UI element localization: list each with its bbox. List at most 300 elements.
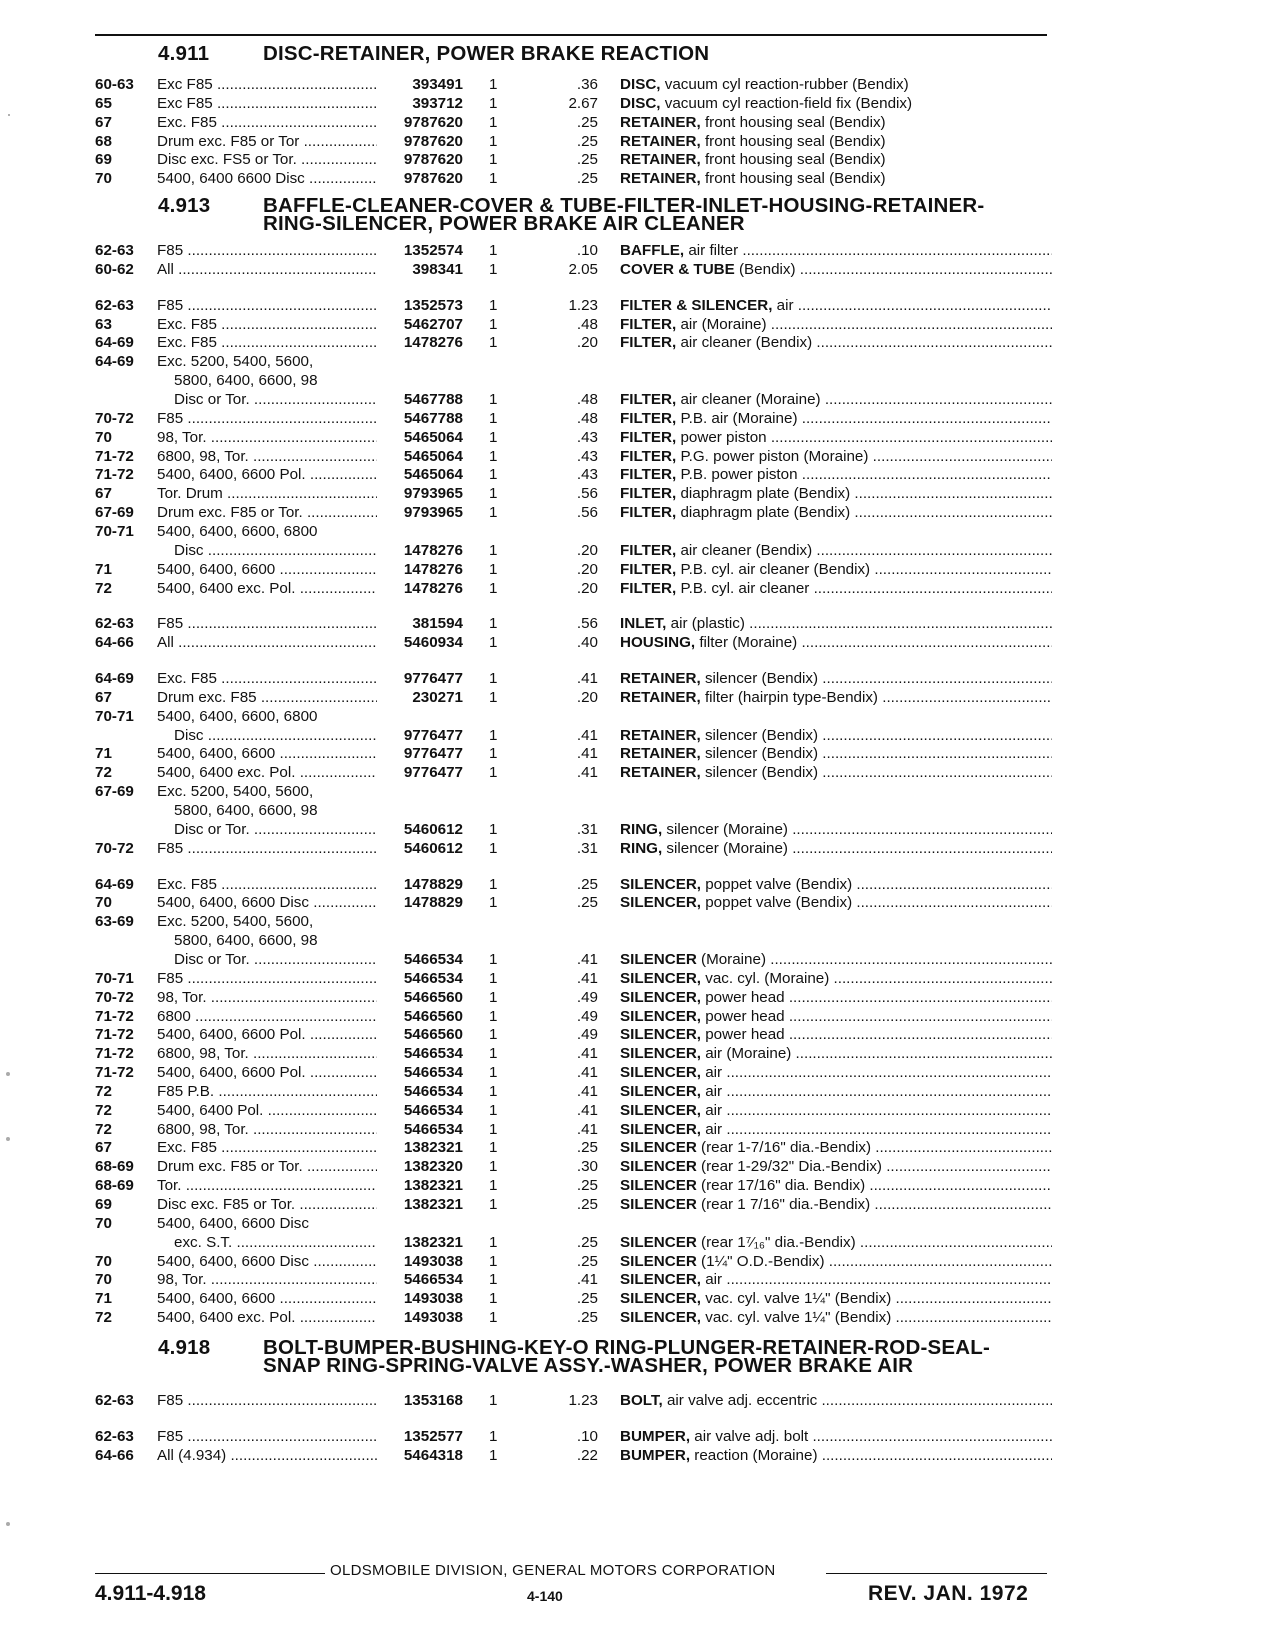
part-detail: silencer (Moraine) xyxy=(662,820,788,838)
part-description xyxy=(620,669,1052,688)
model-year: 62-63 xyxy=(95,1392,134,1409)
footer-section-range: 4.911-4.918 xyxy=(95,1582,206,1605)
part-name: DISC, xyxy=(620,94,661,112)
part-number: 1478829 xyxy=(403,894,463,912)
model-year: 62-63 xyxy=(95,615,134,633)
part-number: 1352573 xyxy=(403,296,463,314)
part-description xyxy=(620,503,1052,522)
part-detail: vacuum cyl reaction-rubber (Bendix) xyxy=(660,76,909,93)
part-detail: filter (Moraine) xyxy=(695,634,798,652)
list-price: .41 xyxy=(576,670,598,687)
part-detail: poppet valve (Bendix) xyxy=(701,894,853,912)
quantity: 1 xyxy=(489,1026,498,1044)
application: Exc. 5200, 5400, 5600, xyxy=(157,353,314,371)
part-description xyxy=(620,726,1052,745)
model-year: 71-72 xyxy=(95,1045,134,1063)
part-number: 9787620 xyxy=(403,151,463,169)
parts-row xyxy=(0,484,1263,503)
part-number: 5462707 xyxy=(403,315,463,333)
part-number: 1478276 xyxy=(403,334,463,352)
model-year: 69 xyxy=(95,151,112,169)
part-name: SILENCER, xyxy=(620,1120,702,1138)
model-year: 70-71 xyxy=(95,969,134,987)
list-price: .41 xyxy=(576,745,598,763)
parts-row xyxy=(0,1138,1263,1157)
quantity: 1 xyxy=(489,894,498,912)
model-year: 71-72 xyxy=(95,447,134,465)
list-price: .43 xyxy=(576,447,598,465)
parts-row xyxy=(0,1176,1263,1195)
part-detail: silencer (Bendix) xyxy=(700,764,819,782)
scan-speck xyxy=(4,1520,14,1530)
parts-row xyxy=(0,726,1263,745)
part-name: RETAINER, xyxy=(620,764,701,782)
part-description xyxy=(620,465,1052,484)
quantity: 1 xyxy=(489,634,498,652)
part-number: 1353168 xyxy=(403,1392,463,1409)
part-name: FILTER, xyxy=(620,504,677,522)
model-year: 60-62 xyxy=(95,260,134,278)
model-year: 67 xyxy=(95,1139,112,1157)
list-price: .43 xyxy=(576,466,598,484)
model-year: 72 xyxy=(95,1082,112,1100)
part-description xyxy=(620,1252,1052,1271)
part-number: 5465064 xyxy=(403,428,463,446)
quantity: 1 xyxy=(489,1252,498,1270)
part-number: 1382321 xyxy=(403,1233,463,1251)
quantity: 1 xyxy=(489,1064,498,1081)
part-number: 5466534 xyxy=(403,1271,463,1289)
part-name: SILENCER xyxy=(620,1158,697,1176)
application: 5400, 6400 exc. Pol. ..... xyxy=(157,1308,377,1327)
part-name: FILTER, xyxy=(620,560,677,578)
quantity: 1 xyxy=(489,334,498,352)
part-description xyxy=(620,1120,1052,1139)
part-name: SILENCER, xyxy=(620,1064,702,1081)
model-year: 70-71 xyxy=(95,707,134,725)
quantity: 1 xyxy=(489,1427,498,1445)
top-rule xyxy=(95,34,1047,36)
list-price: .49 xyxy=(576,1026,598,1044)
part-detail: front housing seal (Bendix) xyxy=(700,151,886,169)
quantity: 1 xyxy=(489,466,498,484)
quantity: 1 xyxy=(489,1392,498,1409)
model-year: 68-69 xyxy=(95,1177,134,1195)
quantity: 1 xyxy=(489,1158,498,1176)
scan-speck xyxy=(4,1070,14,1080)
quantity: 1 xyxy=(489,260,498,278)
application: Disc ..... xyxy=(174,726,377,745)
section-title: RING-SILENCER, POWER BRAKE AIR CLEANER xyxy=(263,212,745,235)
part-number: 9787620 xyxy=(403,170,463,188)
part-name: FILTER, xyxy=(620,334,677,352)
part-description xyxy=(620,1427,1052,1446)
list-price: .22 xyxy=(576,1446,598,1464)
part-description xyxy=(620,75,1052,94)
parts-row xyxy=(0,801,1263,820)
part-name: SILENCER, xyxy=(620,969,702,987)
part-number: 9793965 xyxy=(403,485,463,503)
part-detail: (rear 1 7/16" dia.-Bendix) xyxy=(696,1196,871,1213)
part-number: 5465064 xyxy=(403,447,463,465)
part-detail: diaphragm plate (Bendix) xyxy=(676,504,851,522)
part-description xyxy=(620,1308,1052,1327)
part-detail: air (Moraine) xyxy=(676,315,767,333)
quantity: 1 xyxy=(489,409,498,427)
part-description xyxy=(620,484,1052,503)
part-number: 1478276 xyxy=(403,579,463,597)
part-number: 5467788 xyxy=(403,391,463,408)
model-year: 64-69 xyxy=(95,353,134,371)
quantity: 1 xyxy=(489,76,498,93)
part-number: 1352574 xyxy=(403,242,463,259)
part-description xyxy=(620,1176,1052,1195)
part-name: SILENCER xyxy=(620,1196,697,1213)
part-name: RETAINER, xyxy=(620,670,701,687)
application: Disc ..... xyxy=(174,541,377,560)
parts-row xyxy=(0,614,1263,633)
part-number: 9787620 xyxy=(403,132,463,150)
application: 5800, 6400, 6600, 98 xyxy=(174,932,318,950)
part-detail: air filter xyxy=(684,242,739,259)
model-year: 70 xyxy=(95,894,112,912)
part-detail: air valve adj. bolt xyxy=(690,1427,809,1445)
parts-row xyxy=(0,1044,1263,1063)
section-number: 4.918 xyxy=(158,1336,211,1359)
quantity: 1 xyxy=(489,969,498,987)
part-detail: air xyxy=(701,1120,723,1138)
quantity: 1 xyxy=(489,94,498,112)
part-name: FILTER, xyxy=(620,409,677,427)
list-price: 2.67 xyxy=(568,94,598,112)
quantity: 1 xyxy=(489,988,498,1006)
part-detail: vac. cyl. valve 1¼" (Bendix) xyxy=(701,1290,892,1308)
application: 6800 ..... xyxy=(157,1007,377,1026)
application: All (4.934) ..... xyxy=(157,1446,377,1465)
parts-row xyxy=(0,1063,1263,1082)
application: Disc or Tor. ..... xyxy=(174,950,377,969)
application: 6800, 98, Tor. ..... xyxy=(157,1120,377,1139)
quantity: 1 xyxy=(489,875,498,893)
part-number: 5466534 xyxy=(403,1082,463,1100)
part-name: SILENCER, xyxy=(620,1271,702,1289)
quantity: 1 xyxy=(489,1233,498,1251)
part-detail: air cleaner (Moraine) xyxy=(676,391,821,408)
quantity: 1 xyxy=(489,1271,498,1289)
parts-row xyxy=(0,352,1263,371)
part-description xyxy=(620,988,1052,1007)
application: Exc F85 ..... xyxy=(157,94,377,113)
part-number: 1493038 xyxy=(403,1309,463,1326)
part-number: 393491 xyxy=(412,76,463,93)
quantity: 1 xyxy=(489,113,498,131)
part-detail: air cleaner (Bendix) xyxy=(676,541,813,559)
list-price: .56 xyxy=(576,485,598,503)
part-name: SILENCER, xyxy=(620,1082,702,1100)
parts-row xyxy=(0,465,1263,484)
list-price: .48 xyxy=(576,315,598,333)
part-name: SILENCER, xyxy=(620,1045,702,1063)
part-number: 5466534 xyxy=(403,1101,463,1119)
part-detail: silencer (Bendix) xyxy=(700,726,819,744)
parts-row xyxy=(0,390,1263,409)
part-description xyxy=(620,94,1052,113)
application: 98, Tor. ..... xyxy=(157,428,377,447)
parts-row xyxy=(0,893,1263,912)
scan-speck xyxy=(4,1135,14,1145)
quantity: 1 xyxy=(489,1290,498,1308)
part-name: INLET, xyxy=(620,615,667,633)
part-name: SILENCER, xyxy=(620,1101,702,1119)
model-year: 70-71 xyxy=(95,522,134,540)
list-price: .25 xyxy=(576,170,598,188)
application: Exc F85 ..... xyxy=(157,75,377,94)
model-year: 71-72 xyxy=(95,1064,134,1081)
list-price: .36 xyxy=(576,76,598,93)
list-price: .25 xyxy=(576,1177,598,1195)
quantity: 1 xyxy=(489,391,498,408)
quantity: 1 xyxy=(489,1120,498,1138)
part-name: SILENCER, xyxy=(620,894,702,912)
application: 5400, 6400, 6600 Pol. ..... xyxy=(157,1025,377,1044)
model-year: 72 xyxy=(95,579,112,597)
model-year: 70-72 xyxy=(95,988,134,1006)
part-name: SILENCER xyxy=(620,950,697,968)
part-number: 5465064 xyxy=(403,466,463,484)
parts-row xyxy=(0,1101,1263,1120)
list-price: .41 xyxy=(576,1271,598,1289)
section-number: 4.911 xyxy=(158,42,210,65)
list-price: .10 xyxy=(576,1427,598,1445)
quantity: 1 xyxy=(489,132,498,150)
part-detail: front housing seal (Bendix) xyxy=(700,132,886,150)
part-number: 5466534 xyxy=(403,1064,463,1081)
part-name: SILENCER, xyxy=(620,1309,702,1326)
part-detail: silencer (Bendix) xyxy=(700,745,819,763)
part-detail: P.G. power piston (Moraine) xyxy=(676,447,869,465)
quantity: 1 xyxy=(489,1177,498,1195)
quantity: 1 xyxy=(489,745,498,763)
footer-rule-right xyxy=(826,1573,1047,1574)
quantity: 1 xyxy=(489,541,498,559)
application: 5800, 6400, 6600, 98 xyxy=(174,802,318,819)
quantity: 1 xyxy=(489,1309,498,1326)
quantity: 1 xyxy=(489,726,498,744)
part-name: FILTER, xyxy=(620,579,677,597)
application: F85 ..... xyxy=(157,409,377,428)
part-description xyxy=(620,1233,1052,1252)
parts-row xyxy=(0,633,1263,652)
parts-row xyxy=(0,132,1263,151)
list-price: 2.05 xyxy=(568,260,598,278)
part-detail: P.B. power piston xyxy=(676,466,798,484)
part-number: 1478276 xyxy=(403,541,463,559)
model-year: 71 xyxy=(95,1290,112,1308)
parts-row xyxy=(0,969,1263,988)
part-number: 9776477 xyxy=(403,764,463,782)
parts-row xyxy=(0,1289,1263,1308)
parts-row xyxy=(0,1195,1263,1214)
application: Drum exc. F85 or Tor. ..... xyxy=(157,503,377,522)
part-name: SILENCER xyxy=(620,1139,697,1157)
parts-row xyxy=(0,333,1263,352)
application: 5400, 6400, 6600 Pol. ..... xyxy=(157,465,377,484)
application: 5400, 6400, 6600 ..... xyxy=(157,560,377,579)
list-price: .20 xyxy=(576,688,598,706)
section-title: DISC-RETAINER, POWER BRAKE REACTION xyxy=(263,42,710,65)
part-description xyxy=(620,614,1052,633)
list-price: .25 xyxy=(576,894,598,912)
part-description xyxy=(620,579,1052,598)
part-detail: vac. cyl. valve 1¼" (Bendix) xyxy=(701,1309,892,1326)
list-price: .31 xyxy=(576,820,598,838)
part-detail: air xyxy=(701,1101,723,1119)
parts-row xyxy=(0,688,1263,707)
model-year: 62-63 xyxy=(95,1427,134,1445)
quantity: 1 xyxy=(489,1007,498,1025)
part-name: SILENCER xyxy=(620,1233,697,1251)
part-description xyxy=(620,1195,1052,1214)
part-description xyxy=(620,1044,1052,1063)
parts-row xyxy=(0,541,1263,560)
part-description xyxy=(620,950,1052,969)
part-number: 9776477 xyxy=(403,745,463,763)
list-price: .56 xyxy=(576,615,598,633)
list-price: .25 xyxy=(576,1290,598,1308)
parts-row xyxy=(0,296,1263,315)
part-detail: air (plastic) xyxy=(666,615,745,633)
quantity: 1 xyxy=(489,1101,498,1119)
application: 5400, 6400 Pol. ..... xyxy=(157,1101,377,1120)
application: Exc. F85 ..... xyxy=(157,315,377,334)
application: 5400, 6400, 6600 Disc xyxy=(157,1214,309,1232)
part-detail: power piston xyxy=(676,428,767,446)
list-price: .20 xyxy=(576,334,598,352)
list-price: .25 xyxy=(576,113,598,131)
part-name: SILENCER, xyxy=(620,875,702,893)
model-year: 65 xyxy=(95,94,112,112)
part-name: COVER & TUBE xyxy=(620,260,735,278)
list-price: .25 xyxy=(576,1196,598,1213)
parts-row xyxy=(0,763,1263,782)
part-description xyxy=(620,893,1052,912)
part-description xyxy=(620,1289,1052,1308)
part-description xyxy=(620,763,1052,782)
part-detail: (Bendix) xyxy=(734,260,796,278)
model-year: 67 xyxy=(95,485,112,503)
parts-row xyxy=(0,560,1263,579)
model-year: 70-72 xyxy=(95,409,134,427)
application: 6800, 98, Tor. ..... xyxy=(157,1044,377,1063)
parts-row xyxy=(0,579,1263,598)
application: Exc. 5200, 5400, 5600, xyxy=(157,783,314,801)
list-price: .48 xyxy=(576,409,598,427)
application: All ..... xyxy=(157,260,377,279)
part-description xyxy=(620,113,1052,132)
model-year: 64-69 xyxy=(95,670,134,687)
parts-row xyxy=(0,950,1263,969)
list-price: .41 xyxy=(576,1101,598,1119)
application: 5400, 6400, 6600 ..... xyxy=(157,744,377,763)
part-description xyxy=(620,744,1052,763)
parts-row xyxy=(0,150,1263,169)
section-number: 4.913 xyxy=(158,194,211,217)
quantity: 1 xyxy=(489,670,498,687)
application: F85 ..... xyxy=(157,241,377,260)
parts-row xyxy=(0,447,1263,466)
part-description xyxy=(620,150,1052,169)
part-number: 381594 xyxy=(412,615,463,633)
parts-row xyxy=(0,875,1263,894)
application: 5400, 6400, 6600 Disc ..... xyxy=(157,893,377,912)
part-description xyxy=(620,541,1052,560)
parts-row xyxy=(0,1446,1263,1465)
list-price: .25 xyxy=(576,875,598,893)
part-number: 9776477 xyxy=(403,670,463,687)
part-detail: P.B. air (Moraine) xyxy=(676,409,798,427)
parts-row xyxy=(0,744,1263,763)
application: Drum exc. F85 ..... xyxy=(157,688,377,707)
part-detail: power head xyxy=(701,1007,785,1025)
part-name: FILTER & SILENCER, xyxy=(620,296,773,314)
part-number: 5460612 xyxy=(403,820,463,838)
model-year: 71 xyxy=(95,745,112,763)
list-price: .41 xyxy=(576,1082,598,1100)
parts-row xyxy=(0,1233,1263,1252)
parts-row xyxy=(0,315,1263,334)
parts-row xyxy=(0,1007,1263,1026)
part-name: FILTER, xyxy=(620,541,677,559)
list-price: .10 xyxy=(576,242,598,259)
application: exc. S.T. ..... xyxy=(174,1233,377,1252)
application: F85 ..... xyxy=(157,969,377,988)
part-description xyxy=(620,390,1052,409)
parts-row xyxy=(0,1391,1263,1410)
part-detail: front housing seal (Bendix) xyxy=(700,113,886,131)
part-description xyxy=(620,447,1052,466)
part-description xyxy=(620,839,1052,858)
part-number: 5467788 xyxy=(403,409,463,427)
part-number: 1493038 xyxy=(403,1252,463,1270)
application: Exc. F85 ..... xyxy=(157,333,377,352)
parts-row xyxy=(0,782,1263,801)
model-year: 64-66 xyxy=(95,634,134,652)
parts-row xyxy=(0,1120,1263,1139)
quantity: 1 xyxy=(489,839,498,857)
application: Tor. ..... xyxy=(157,1176,377,1195)
parts-row xyxy=(0,1308,1263,1327)
part-detail: P.B. cyl. air cleaner (Bendix) xyxy=(676,560,871,578)
part-description xyxy=(620,169,1052,188)
application: Disc exc. F85 or Tor. ..... xyxy=(157,1195,377,1214)
part-name: FILTER, xyxy=(620,315,677,333)
application: Tor. Drum ..... xyxy=(157,484,377,503)
quantity: 1 xyxy=(489,315,498,333)
part-name: DISC, xyxy=(620,76,661,93)
parts-row xyxy=(0,1157,1263,1176)
part-number: 1493038 xyxy=(403,1290,463,1308)
part-number: 1382321 xyxy=(403,1177,463,1195)
part-detail: silencer (Bendix) xyxy=(700,670,819,687)
part-name: RETAINER, xyxy=(620,113,701,131)
parts-row xyxy=(0,503,1263,522)
application: F85 P.B. ..... xyxy=(157,1082,377,1101)
list-price: .56 xyxy=(576,504,598,522)
application: F85 ..... xyxy=(157,296,377,315)
model-year: 67 xyxy=(95,688,112,706)
list-price: .25 xyxy=(576,132,598,150)
model-year: 63-69 xyxy=(95,913,134,931)
